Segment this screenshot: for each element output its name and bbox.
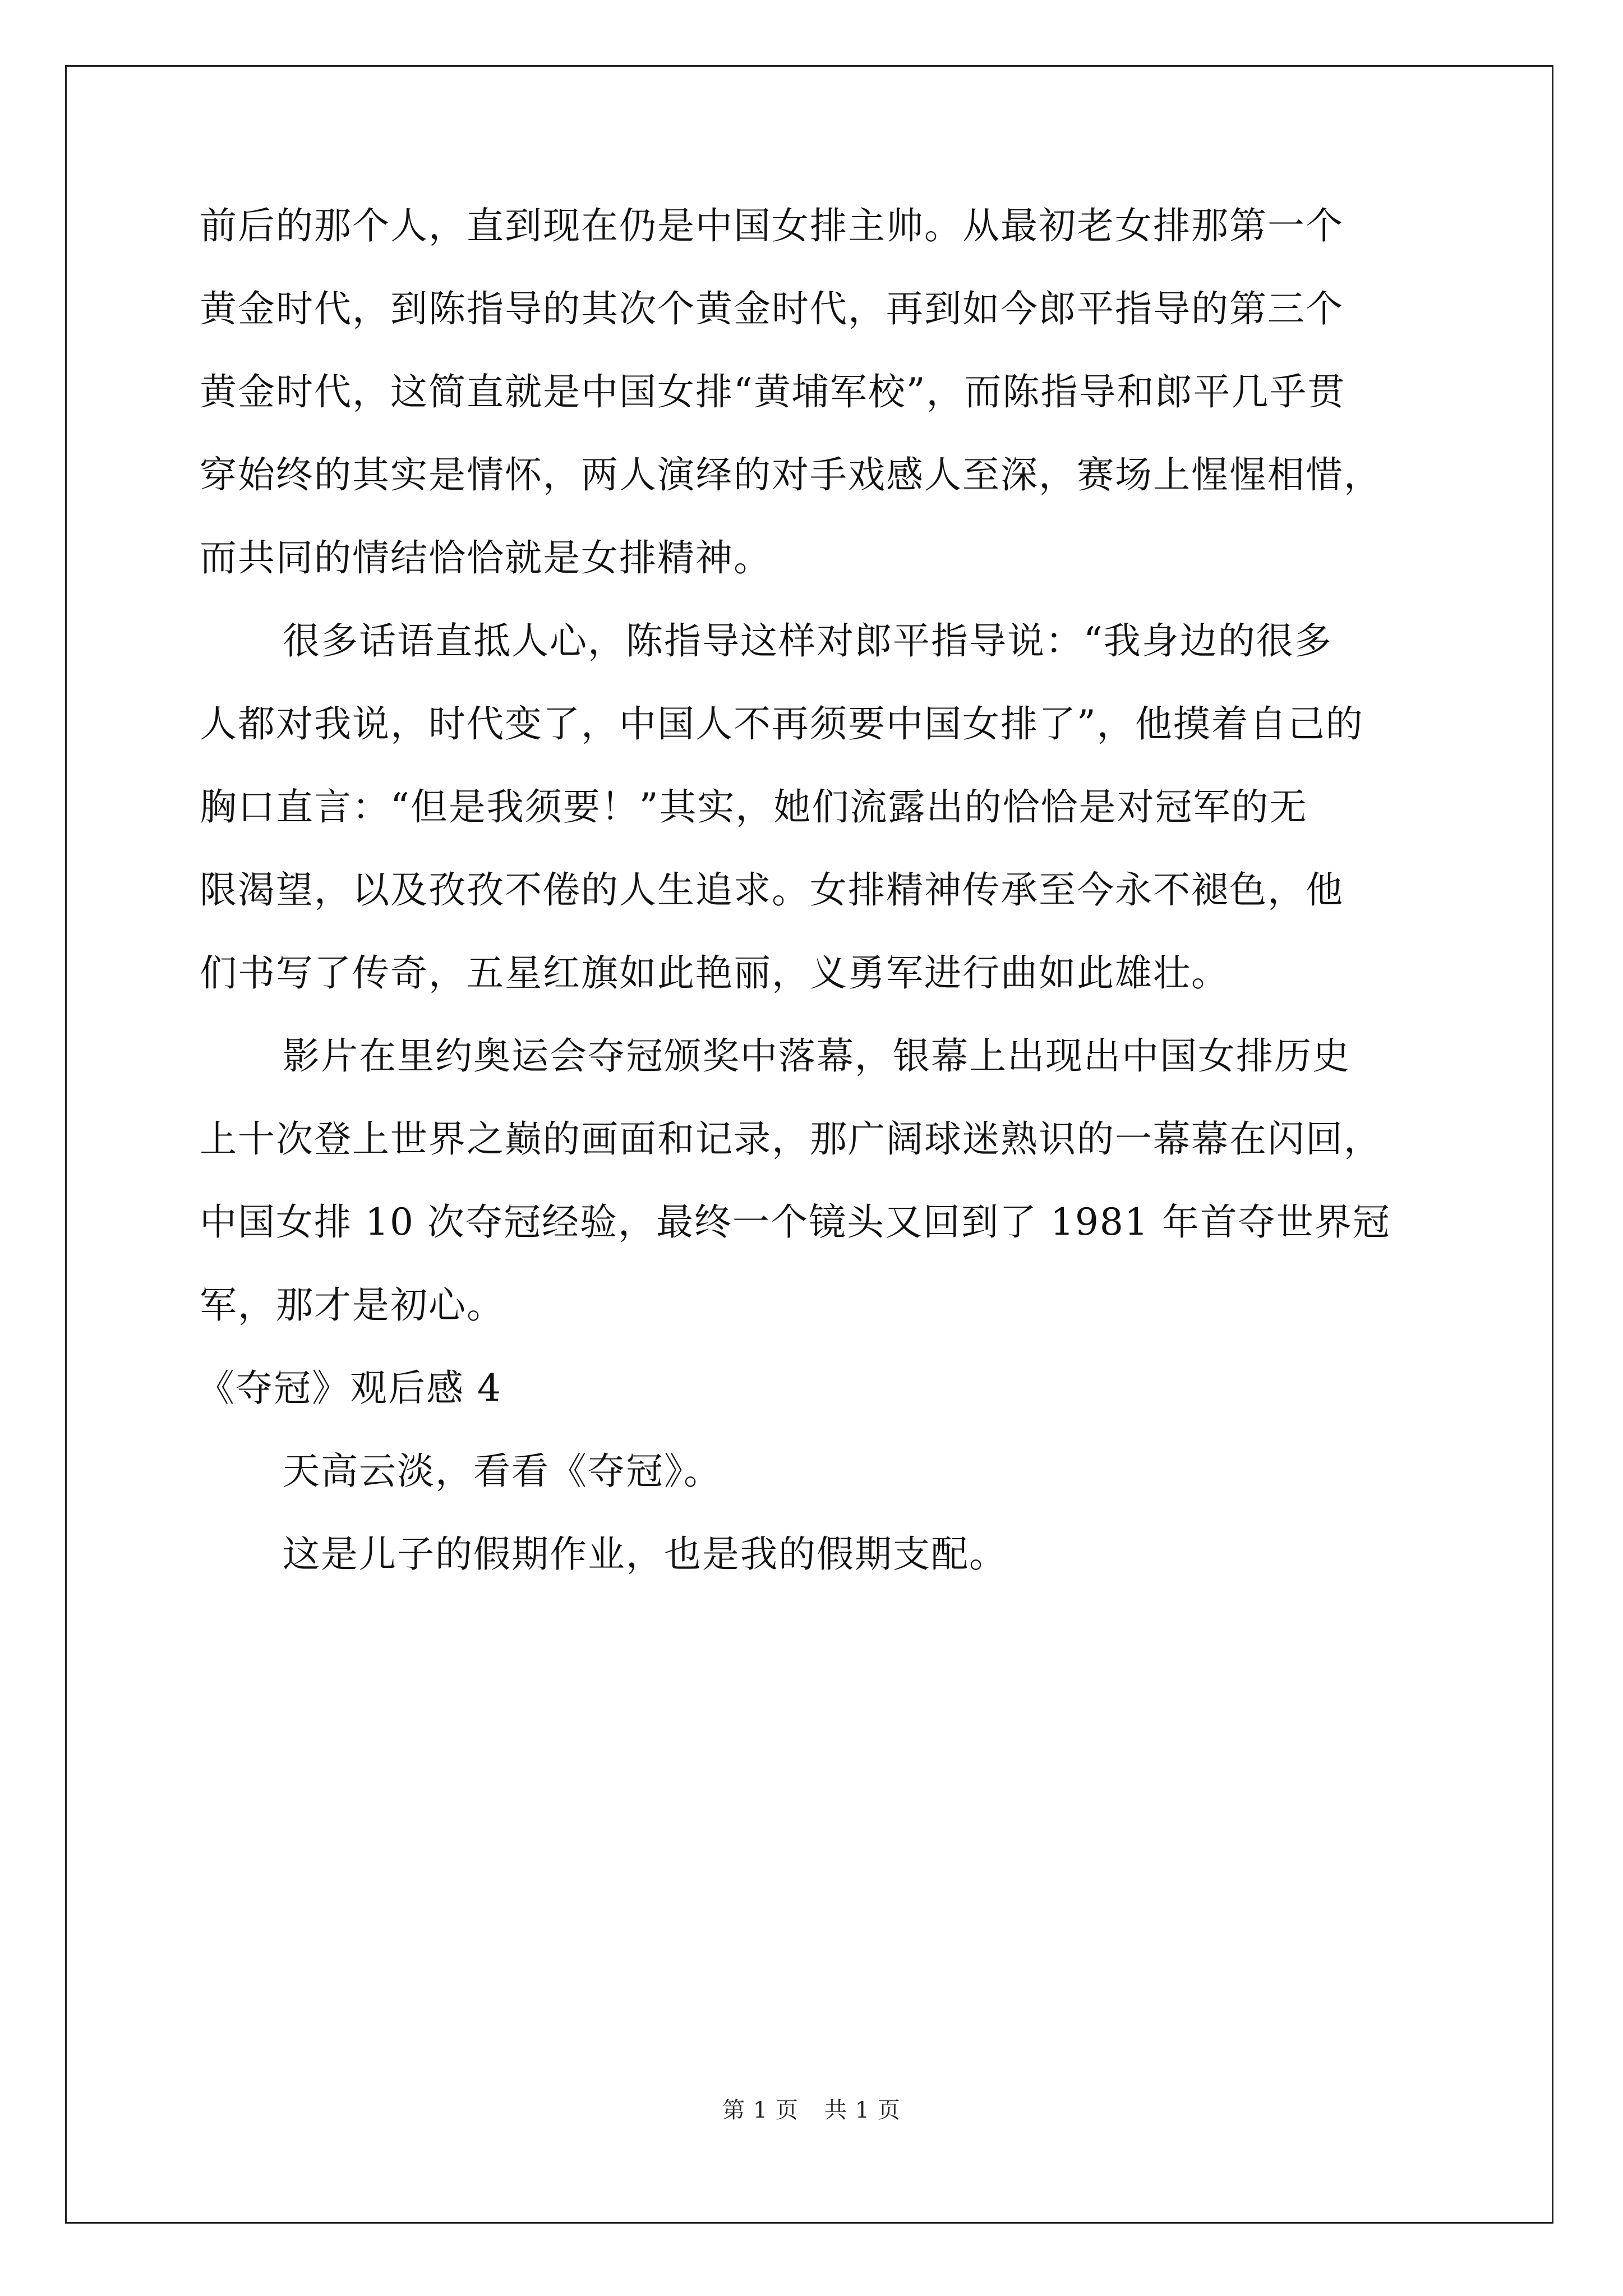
text-line: 们书写了传奇，五星红旗如此艳丽，义勇军进行曲如此雄壮。: [200, 951, 1229, 995]
text-line: 穿始终的其实是情怀，两人演绎的对手戏感人至深，赛场上惺惺相惜，: [200, 453, 1382, 496]
text-line: 中国女排 10 次夺冠经验，最终一个镜头又回到了 1981 年首夺世界冠: [200, 1200, 1391, 1244]
section-heading: 《夺冠》观后感 4: [197, 1366, 502, 1410]
paragraph-start-line: 很多话语直抵人心，陈指导这样对郎平指导说：“我身边的很多: [283, 619, 1332, 662]
text-line: 前后的那个人，直到现在仍是中国女排主帅。从最初老女排那第一个: [200, 204, 1344, 247]
paragraph-start-line: 天高云淡，看看《夺冠》。: [283, 1450, 722, 1493]
text-line: 上十次登上世界之巅的画面和记录，那广阔球迷熟识的一幕幕在闪回，: [200, 1117, 1382, 1161]
text-line: 黄金时代，这简直就是中国女排“黄埔军校”，而陈指导和郎平几乎贯: [200, 370, 1346, 413]
text-line: 人都对我说，时代变了，中国人不再须要中国女排了”，他摸着自己的: [200, 702, 1364, 746]
paragraph-start-line: 影片在里约奥运会夺冠颁奖中落幕，银幕上出现出中国女排历史: [283, 1034, 1350, 1078]
document-body: [197, 204, 1422, 1576]
page-total: 共 1 页: [824, 2097, 901, 2123]
page-footer: [0, 2099, 1623, 2122]
text-line: 黄金时代，到陈指导的其次个黄金时代，再到如今郎平指导的第三个: [200, 287, 1344, 330]
paragraph-start-line: 这是儿子的假期作业，也是我的假期支配。: [283, 1533, 1007, 1576]
text-line: 限渴望，以及孜孜不倦的人生追求。女排精神传承至今永不褪色，他: [200, 868, 1344, 912]
page-number: 第 1 页: [722, 2097, 799, 2123]
text-line: 而共同的情结恰恰就是女排精神。: [200, 536, 772, 579]
text-line: 胸口直言：“但是我须要！”其实，她们流露出的恰恰是对冠军的无: [200, 785, 1308, 829]
text-line: 军，那才是初心。: [200, 1283, 505, 1327]
